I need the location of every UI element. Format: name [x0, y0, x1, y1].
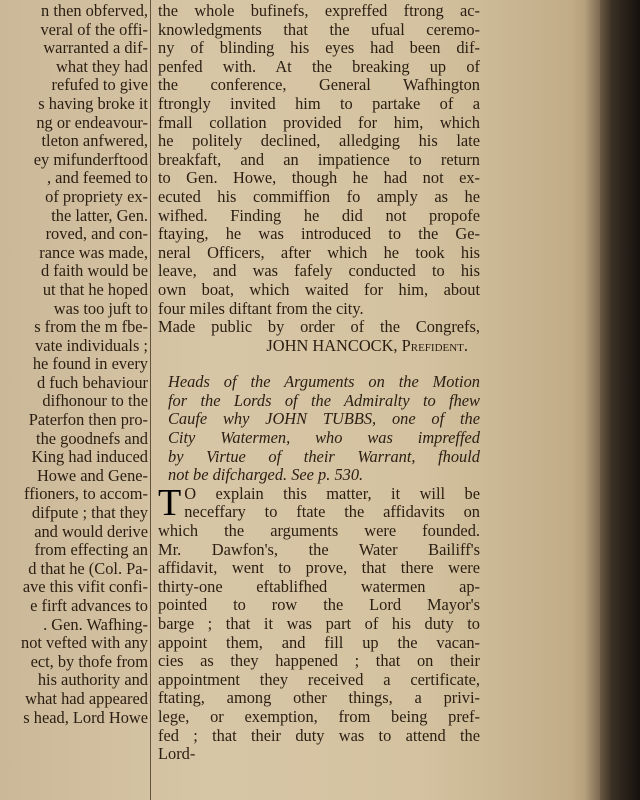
left-column-line: from effecting an — [34, 540, 148, 560]
right-column — [158, 2, 480, 764]
left-column-line: d fuch behaviour — [36, 372, 148, 392]
article-line: breakfaft, and an impatience to return — [158, 149, 480, 169]
drop-cap: T — [158, 481, 182, 524]
left-column-line: the goodnefs and — [36, 428, 148, 448]
article-line: ftaying, he was introduced to the Ge- — [158, 224, 480, 244]
heading-line: for the Lords of the Admiralty to fhew — [168, 390, 480, 410]
left-column-line: roved, and con- — [45, 224, 148, 244]
column-rule — [150, 0, 151, 800]
body-line: lege, or exemption, from being pref- — [158, 706, 480, 726]
left-column-line: refufed to give — [51, 75, 148, 95]
article-line: ecuted his commiffion fo amply as he — [158, 186, 480, 206]
left-column-line: s head, Lord Howe — [23, 707, 148, 727]
article-line: penfed with. At the breaking up of — [158, 56, 480, 76]
left-column-line: what they had — [56, 56, 148, 76]
body-line: Mr. Dawfon's, the Water Bailiff's — [158, 539, 480, 559]
left-column-line: n then obferved, — [41, 1, 148, 20]
article-line: own boat, which waited for him, about — [158, 279, 480, 299]
body-line: which the arguments were founded. — [158, 521, 480, 541]
left-column-line: not vefted with any — [21, 633, 148, 653]
left-column-line: Paterfon then pro- — [28, 410, 148, 430]
body-line: O explain this matter, it will be — [184, 483, 480, 503]
article-line: Made public by order of the Congrefs, — [158, 317, 480, 337]
left-column-line: King had induced — [31, 447, 148, 467]
left-column-line: difpute ; that they — [31, 503, 148, 523]
article-heading — [158, 373, 480, 485]
left-column-line: ut that he hoped — [42, 279, 148, 299]
article-line: wifhed. Finding he did not propofe — [158, 205, 480, 225]
body-line: pointed to row the Lord Mayor's — [158, 595, 480, 615]
article-line: neral Officers, after which he took his — [158, 242, 480, 262]
left-column-line: ave this vifit confi- — [22, 577, 148, 597]
body-line: appoint them, and fill up the vacan- — [158, 632, 480, 652]
left-column-line: ey mifunderftood — [33, 149, 148, 169]
left-column-line: s from the m fbe- — [34, 317, 148, 337]
left-column-line: and would derive — [34, 521, 148, 541]
left-column-line: ect, by thofe from — [30, 651, 148, 671]
left-column-line: d faith would be — [41, 261, 148, 281]
body-line: cies as they happened ; that on their — [158, 651, 480, 671]
binding-shadow — [585, 0, 600, 800]
article-line: to Gen. Howe, though he had not ex- — [158, 168, 480, 188]
left-column-line: veral of the offi- — [40, 19, 148, 39]
section-gap — [158, 355, 480, 373]
left-column-line: vate individuals ; — [35, 335, 148, 355]
article-body — [158, 481, 480, 764]
left-column-line: . Gen. Wafhing- — [43, 614, 148, 634]
left-column-line: was too juft to — [53, 298, 148, 318]
left-column-line: e firft advances to — [30, 596, 148, 615]
body-line: neceffary to ftate the affidavits on — [184, 502, 480, 522]
body-line: thirty-one eftablifhed watermen ap- — [158, 576, 480, 596]
article-line: knowledgments that the ufual ceremo- — [158, 19, 480, 39]
left-column-line: warranted a dif- — [43, 38, 148, 58]
left-column-line: of propriety ex- — [45, 186, 148, 206]
article-continuation — [158, 2, 480, 337]
left-column-line: what had appeared — [25, 688, 148, 708]
heading-line: Caufe why JOHN TUBBS, one of the — [168, 409, 480, 429]
left-column-line: s having broke it — [38, 93, 148, 113]
signature: JOHN HANCOCK, Prefident. — [266, 335, 468, 355]
heading-line: City Watermen, who was impreffed — [168, 428, 480, 448]
left-column-line: ffioners, to accom- — [24, 484, 148, 504]
left-column-line: rance was made, — [39, 242, 148, 262]
left-column-line: difhonour to the — [42, 391, 148, 411]
heading-line: Heads of the Arguments on the Motion — [168, 372, 480, 392]
body-line: fed ; that their duty was to attend the — [158, 725, 480, 745]
page-edge — [600, 0, 640, 800]
left-column-line: Howe and Gene- — [36, 465, 148, 485]
left-column — [0, 2, 148, 727]
article-line: the conference, General Wafhington — [158, 75, 480, 95]
left-column-line: the latter, Gen. — [51, 205, 148, 225]
left-column-line: he found in every — [32, 354, 148, 374]
heading-line: not be difcharged. See p. 530. — [168, 465, 364, 485]
article-line: ftrongly invited him to partake of a — [158, 93, 480, 113]
left-column-line: tleton anfwered, — [41, 131, 148, 151]
body-line: ftating, among other things, a privi- — [158, 688, 480, 708]
left-column-line: , and feemed to — [46, 168, 148, 188]
article-line: four miles diftant from the city. — [158, 298, 364, 318]
body-line: appointment they received a certificate, — [158, 669, 480, 689]
article-line: the whole bufinefs, expreffed ftrong ac- — [158, 1, 480, 20]
left-column-line: d that he (Col. Pa- — [28, 558, 148, 578]
article-line: ny of blinding his eyes had been dif- — [158, 38, 480, 58]
article-line: leave, and was fafely conducted to his — [158, 261, 480, 281]
article-line: fmall collation provided for him, which — [158, 112, 480, 132]
body-line: barge ; that it was part of his duty to — [158, 614, 480, 633]
body-line: Lord- — [158, 744, 196, 764]
body-line: affidavit, went to prove, that there were — [158, 558, 480, 578]
left-column-line: his authority and — [37, 670, 148, 690]
left-column-line: ng or endeavour- — [36, 112, 148, 132]
heading-line: by Virtue of their Warrant, fhould — [168, 446, 480, 466]
article-line: he politely declined, alledging his late — [158, 131, 480, 151]
